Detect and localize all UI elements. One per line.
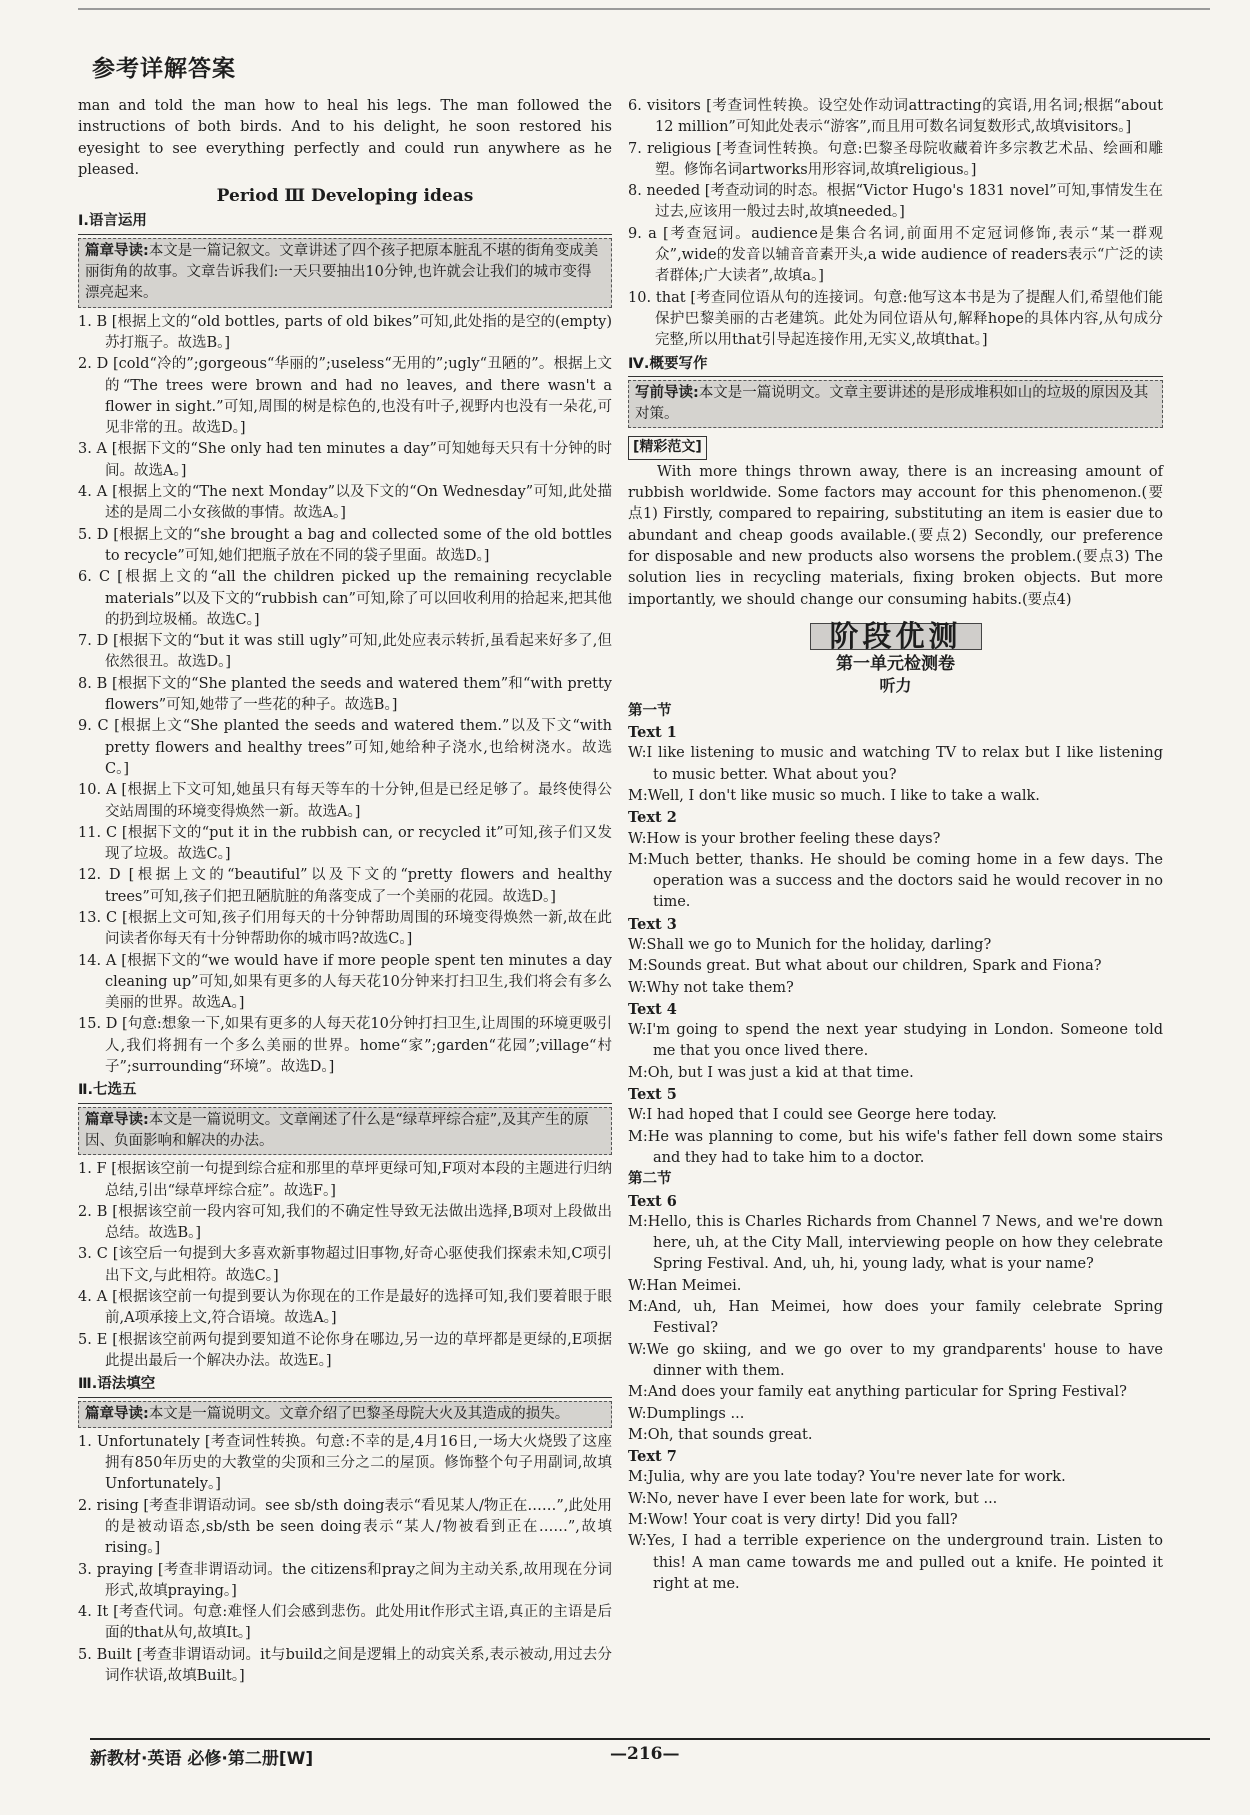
- dialogue-line: M:Oh, but I was just a kid at that time.: [628, 1064, 914, 1081]
- dialogue-line: W:How is your brother feeling these days?: [628, 830, 941, 847]
- right-column: [628, 96, 1163, 1595]
- listening-text-heading: Text 7: [628, 1448, 677, 1466]
- listening-text-heading: Text 4: [628, 1000, 677, 1018]
- part-one-heading: 第一节: [628, 702, 672, 719]
- page-number: —216—: [610, 1744, 680, 1764]
- guide-text: 本文是一篇说明文。文章介绍了巴黎圣母院大火及其造成的损失。: [148, 1405, 570, 1422]
- book-title: 新教材·英语 必修·第二册[W]: [90, 1749, 314, 1769]
- stage-test-banner: 阶段优测: [810, 623, 982, 650]
- dialogue-line: W:We go skiing, and we go over to my grandparents' house to have dinner with them.: [628, 1341, 1163, 1379]
- section-title-grammar-fill: Ⅲ.语法填空: [78, 1374, 612, 1397]
- dialogue-line: W:No, never have I ever been late for work, but ...: [628, 1490, 998, 1507]
- dialogue-line: W:I like listening to music and watching TV to relax but I like listening to music better. What about you?: [628, 745, 1163, 783]
- listening-texts-part-two: [628, 1191, 1163, 1596]
- period-title: Period Ⅲ Developing ideas: [216, 186, 474, 207]
- answer-item: 5. E [根据该空前两句提到要知道不论你身在哪边,另一边的草坪都是更绿的,E项据此提出最后一个解决办法。故选E。]: [78, 1331, 612, 1369]
- answer-item: 2. B [根据该空前一段内容可知,我们的不确定性导致无法做出选择,B项对上段做出总结。故选B。]: [78, 1203, 612, 1242]
- answer-item: 5. D [根据上文的“she brought a bag and collected some of the old bottles to recycle”可知,她们把瓶子放在不同的袋子里面。故选D。]: [78, 526, 612, 564]
- dialogue-line: M:Wow! Your coat is very dirty! Did you fall?: [628, 1512, 958, 1528]
- page-footer: [90, 1738, 1210, 1768]
- answer-item: 12. D [根据上文的“beautiful”以及下文的“pretty flowers and healthy trees”可知,孩子们把丑陋肮脏的角落变成了一个美丽的花园。故选D。]: [78, 867, 612, 905]
- dialogue-line: M:And, uh, Han Meimei, how does your family celebrate Spring Festival?: [628, 1299, 1163, 1337]
- intro-paragraph: man and told the man how to heal his legs. The man followed the instructions of both birds. And to his delight, he soon restored his eyesight to see everything perfectly and could run anywhere as he pleased.: [78, 98, 612, 178]
- listening-texts-part-one: [628, 722, 1163, 1169]
- answer-item: 4. It [考查代词。句意:难怪人们会感到悲伤。此处用it作形式主语,真正的主语是后面的that从句,故填It。]: [78, 1604, 612, 1642]
- dialogue-line: M:Well, I don't like music so much. I like to take a walk.: [628, 787, 1040, 804]
- dialogue-line: W:Why not take them?: [628, 979, 794, 996]
- reading-guide-box: [78, 238, 612, 308]
- answer-item: 9. a [考查冠词。audience是集合名词,前面用不定冠词修饰,表示“某一群观众”,wide的发音以辅音音素开头,a wide audience of readers表示“广泛的读者群体;广大读者”,故填a。]: [628, 225, 1163, 285]
- dialogue-line: W:Yes, I had a terrible experience on the underground train. Listen to this! A man came towards me and pulled out a knife. He pointed it right at me.: [628, 1533, 1163, 1592]
- guide-label: 写前导读:: [635, 384, 699, 401]
- dialogue-line: W:I'm going to spend the next year studying in London. Someone told me that you once lived there.: [628, 1022, 1163, 1060]
- dialogue-line: M:Julia, why are you late today? You're never late for work.: [628, 1469, 1066, 1486]
- answer-item: 13. C [根据上文可知,孩子们用每天的十分钟帮助周围的环境变得焕然一新,故在此问读者你每天有十分钟帮助你的城市吗?故选C。]: [78, 909, 612, 948]
- dialogue-line: W:I had hoped that I could see George here today.: [628, 1107, 997, 1124]
- left-column: [78, 96, 612, 1687]
- dialogue-line: M:He was planning to come, but his wife's father fell down some stairs and they had to take him to a doctor.: [628, 1128, 1163, 1166]
- dialogue-line: M:Hello, this is Charles Richards from Channel 7 News, and we're down here, uh, at the City Mall, interviewing people on how they celebrate Spring Festival. And, uh, hi, young lady, what is your name?: [628, 1213, 1163, 1273]
- listening-text-heading: Text 1: [628, 724, 677, 742]
- guide-label: 篇章导读:: [85, 1111, 149, 1128]
- dialogue-line: W:Dumplings ...: [628, 1405, 745, 1422]
- dialogue-line: M:Much better, thanks. He should be coming home in a few days. The operation was a success and the doctors said he would recover in no time.: [628, 851, 1163, 911]
- guide-label: 篇章导读:: [85, 242, 149, 259]
- answer-list-seven-choose-five: [78, 1159, 612, 1372]
- answer-item: 2. D [cold“冷的”;gorgeous“华丽的”;useless“无用的”;ugly“丑陋的”。根据上文的“The trees were brown and had no leaves, and there wasn't a flower in sight.”可知,周围的树是棕色的,也没有叶子,视野内也没有一朵花,可见非常的丑。故选D。]: [78, 356, 612, 437]
- section-title-summary-writing: Ⅳ.概要写作: [628, 354, 1163, 377]
- answer-item: 2. rising [考查非谓语动词。see sb/sth doing表示“看见某人/物正在……”,此处用的是被动语态,sb/sth be seen doing表示“某人/物被看到正在……”,故填rising。]: [78, 1497, 612, 1557]
- reading-guide-box: [78, 1401, 612, 1428]
- answer-list-grammar-fill: [78, 1432, 612, 1688]
- writing-guide-box: [628, 380, 1163, 429]
- answer-item: 3. A [根据下文的“She only had ten minutes a day”可知她每天只有十分钟的时间。故选A。]: [78, 441, 612, 479]
- answer-item: 4. A [根据上文的“The next Monday”以及下文的“On Wednesday”可知,此处描述的是周二小女孩做的事情。故选A。]: [78, 484, 612, 522]
- answer-item: 10. A [根据上下文可知,她虽只有每天等车的十分钟,但是已经足够了。最终使得公交站周围的环境变得焕然一新。故选A。]: [78, 782, 612, 820]
- section-title-language-use: Ⅰ.语言运用: [78, 211, 612, 234]
- answer-item: 1. B [根据上文的“old bottles, parts of old bikes”可知,此处指的是空的(empty)苏打瓶子。故选B。]: [78, 313, 612, 351]
- answer-item: 8. B [根据下文的“She planted the seeds and watered them”和“with pretty flowers”可知,她带了一些花的种子。故选B。]: [78, 675, 612, 714]
- answer-list-grammar-fill-continued: [628, 96, 1163, 352]
- answer-item: 1. F [根据该空前一句提到综合症和那里的草坪更绿可知,F项对本段的主题进行归纳总结,引出“绿草坪综合症”。故选F。]: [78, 1161, 612, 1199]
- listening-text-heading: Text 3: [628, 915, 677, 933]
- unit-test-title: 第一单元检测卷: [836, 654, 955, 675]
- answer-item: 15. D [句意:想象一下,如果有更多的人每天花10分钟打扫卫生,让周围的环境更吸引人,我们将拥有一个多么美丽的世界。home“家”;garden“花园”;village“村子”;surrounding“环境”。故选D。]: [78, 1016, 612, 1076]
- guide-text: 本文是一篇说明文。文章主要讲述的是形成堆积如山的垃圾的原因及其对策。: [635, 384, 1149, 423]
- guide-label: 篇章导读:: [85, 1405, 149, 1422]
- answer-item: 1. Unfortunately [考查词性转换。句意:不幸的是,4月16日,一场大火烧毁了这座拥有850年历史的大教堂的尖顶和三分之二的屋顶。修饰整个句子用副词,故填Unfortunately。]: [78, 1433, 612, 1493]
- dialogue-line: M:Sounds great. But what about our children, Spark and Fiona?: [628, 958, 1102, 975]
- top-rule: [78, 8, 1210, 10]
- answer-item: 4. A [根据该空前一句提到要认为你现在的工作是最好的选择可知,我们要着眼于眼前,A项承接上文,符合语境。故选A。]: [78, 1289, 612, 1327]
- dialogue-line: W:Han Meimei.: [628, 1277, 742, 1294]
- answer-item: 6. visitors [考查词性转换。设空处作动词attracting的宾语,用名词;根据“about 12 million”可知此处表示“游客”,而且用可数名词复数形式,故填visitors。]: [628, 98, 1163, 136]
- dialogue-line: M:And does your family eat anything particular for Spring Festival?: [628, 1384, 1127, 1401]
- model-essay: With more things thrown away, there is an increasing amount of rubbish worldwide. Some factors may account for this phenomenon.(要点1) Firstly, compared to repairing, substituting an item is easier due to abundant and cheap goods available.(要点2) Secondly, our preference for disposable and new products also worsens the problem.(要点3) The solution lies in recycling materials, fixing broken objects. But more importantly, we should change our consuming habits.(要点4): [628, 463, 1163, 608]
- listening-text-heading: Text 6: [628, 1192, 677, 1210]
- answer-item: 6. C [根据上文的“all the children picked up the remaining recyclable materials”以及下文的“rubbish can”可知,除了可以回收利用的拾起来,把其他的扔到垃圾桶。故选C。]: [78, 569, 612, 628]
- answer-list-language-use: [78, 312, 612, 1079]
- listening-title: 听力: [879, 676, 912, 696]
- page-header-title: 参考详解答案: [92, 56, 236, 82]
- answer-item: 8. needed [考查动词的时态。根据“Victor Hugo's 1831 novel”可知,事情发生在过去,应该用一般过去时,故填needed。]: [628, 183, 1163, 221]
- guide-text: 本文是一篇记叙文。文章讲述了四个孩子把原本脏乱不堪的街角变成美丽街角的故事。文章告诉我们:一天只要抽出10分钟,也许就会让我们的城市变得漂亮起来。: [85, 242, 599, 302]
- answer-item: 7. religious [考查词性转换。句意:巴黎圣母院收藏着许多宗教艺术品、绘画和雕塑。修饰名词artworks用形容词,故填religious。]: [628, 140, 1163, 178]
- answer-item: 14. A [根据下文的“we would have if more people spent ten minutes a day cleaning up”可知,如果有更多的人每天花10分钟来打扫卫生,我们将会有多么美丽的世界。故选A。]: [78, 952, 612, 1012]
- model-essay-label: [精彩范文]: [628, 436, 707, 459]
- part-two-heading: 第二节: [628, 1171, 672, 1188]
- dialogue-line: W:Shall we go to Munich for the holiday, darling?: [628, 936, 992, 953]
- answer-item: 5. Built [考查非谓语动词。it与build之间是逻辑上的动宾关系,表示被动,用过去分词作状语,故填Built。]: [78, 1646, 612, 1685]
- dialogue-line: M:Oh, that sounds great.: [628, 1426, 813, 1443]
- answer-item: 10. that [考查同位语从句的连接词。句意:他写这本书是为了提醒人们,希望他们能保护巴黎美丽的古老建筑。此处为同位语从句,解释hope的具体内容,从句成分完整,所以用that引导起连接作用,无实义,故填that。]: [628, 289, 1163, 349]
- listening-text-heading: Text 2: [628, 809, 677, 827]
- listening-text-heading: Text 5: [628, 1086, 677, 1104]
- answer-item: 7. D [根据下文的“but it was still ugly”可知,此处应表示转折,虽看起来好多了,但依然很丑。故选D。]: [78, 633, 612, 671]
- reading-guide-box: [78, 1107, 612, 1156]
- section-title-seven-choose-five: Ⅱ.七选五: [78, 1080, 612, 1103]
- answer-item: 9. C [根据上文“She planted the seeds and watered them.”以及下文“with pretty flowers and healthy trees”可知,她给种子浇水,也给树浇水。故选C。]: [78, 718, 612, 777]
- answer-item: 11. C [根据下文的“put it in the rubbish can, or recycled it”可知,孩子们又发现了垃圾。故选C。]: [78, 824, 612, 863]
- answer-item: 3. C [该空后一句提到大多喜欢新事物超过旧事物,好奇心驱使我们探索未知,C项引出下文,与此相符。故选C。]: [78, 1246, 612, 1284]
- guide-text: 本文是一篇说明文。文章阐述了什么是“绿草坪综合症”,及其产生的原因、负面影响和解决的办法。: [85, 1111, 589, 1149]
- answer-item: 3. praying [考查非谓语动词。the citizens和pray之间为主动关系,故用现在分词形式,故填praying。]: [78, 1561, 612, 1599]
